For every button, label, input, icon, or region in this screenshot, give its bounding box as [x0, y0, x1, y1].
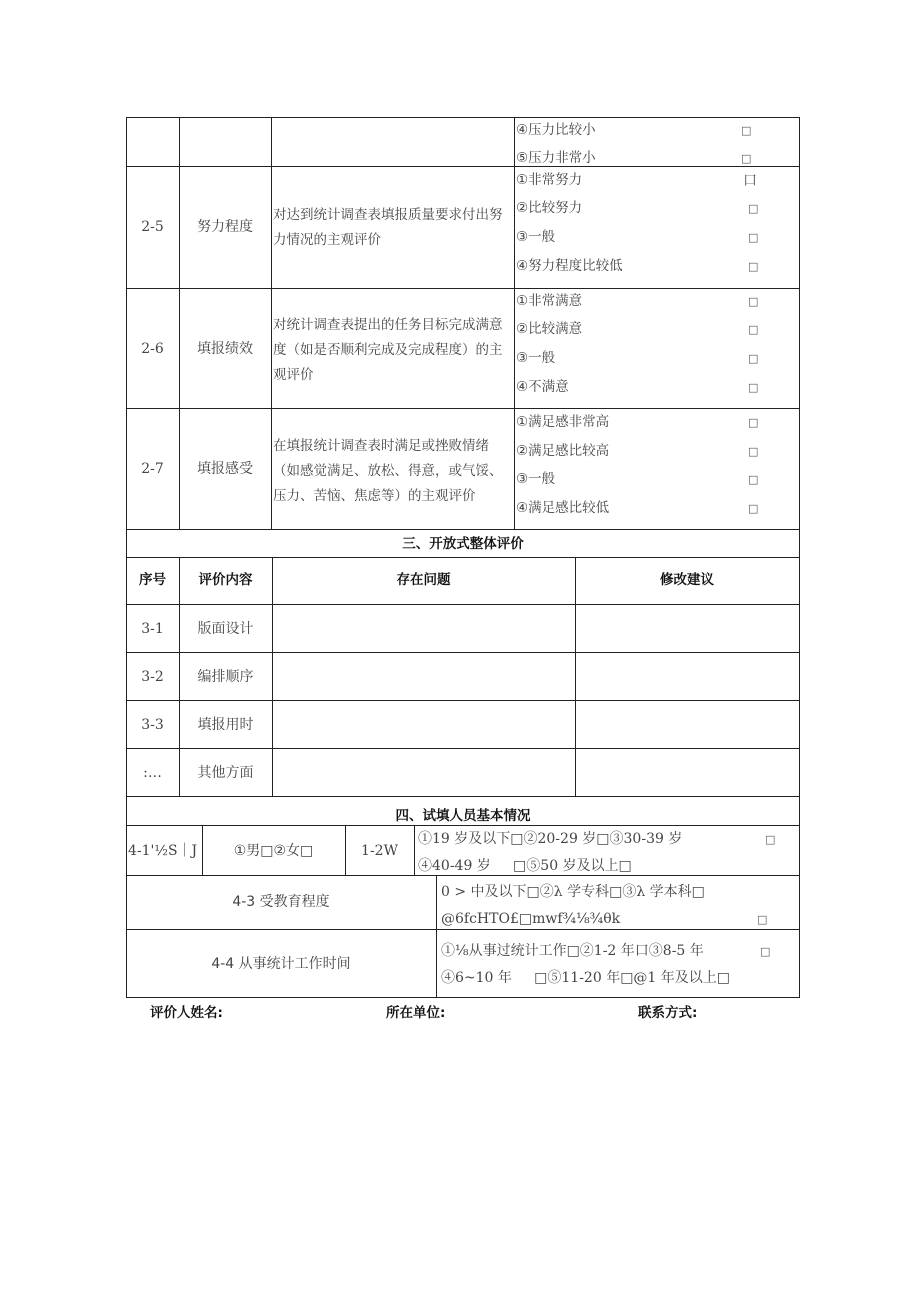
- row-number: 3-1: [141, 621, 164, 637]
- checkbox[interactable]: □: [748, 416, 759, 429]
- option-label: ⑤压力非常小: [516, 150, 596, 166]
- option-label: ①非常努力: [516, 172, 583, 188]
- row-divider: [126, 408, 800, 409]
- row-number: 3-3: [141, 717, 164, 733]
- row-item: 填报用时: [197, 717, 254, 733]
- header-suggestion: 修改建议: [660, 572, 714, 588]
- unit-label: 所在单位:: [386, 1005, 446, 1021]
- header-no: 序号: [139, 572, 166, 588]
- checkbox[interactable]: □: [748, 323, 759, 336]
- option-label: ④压力比较小: [516, 122, 596, 138]
- option-label: ④不满意: [516, 379, 569, 395]
- row-item: 努力程度: [197, 219, 253, 235]
- contact-label: 联系方式:: [638, 1005, 698, 1021]
- option-label: ④努力程度比较低: [516, 258, 623, 274]
- col-divider: [414, 825, 415, 875]
- work-time-label: 4-4 从事统计工作时间: [211, 956, 351, 972]
- suggestion-cell[interactable]: [576, 701, 799, 748]
- row-divider: [126, 929, 800, 930]
- row-description: 对达到统计调查表填报质量要求付出努力情况的主观评价: [273, 207, 503, 248]
- table-border-bottom: [126, 997, 800, 998]
- row-item: 编排顺序: [197, 669, 254, 685]
- age-options-line2[interactable]: ④40-49 岁 □⑤50 岁及以上□: [418, 858, 632, 874]
- row-number: 2-5: [141, 219, 164, 235]
- row-item: 填报感受: [197, 461, 253, 477]
- suggestion-cell[interactable]: [576, 653, 799, 700]
- col-divider: [436, 875, 437, 997]
- checkbox[interactable]: □: [748, 231, 759, 244]
- age-options-line1[interactable]: ①19 岁及以下□②20-29 岁□③30-39 岁: [418, 831, 683, 847]
- option-label: ②比较满意: [516, 321, 583, 337]
- row-item: 填报绩效: [197, 341, 253, 357]
- row-number: 2-6: [141, 341, 164, 357]
- problem-cell[interactable]: [273, 701, 575, 748]
- section-title: 四、试填人员基本情况: [395, 808, 531, 824]
- option-label: ③一般: [516, 471, 556, 487]
- option-label: ③一般: [516, 229, 556, 245]
- checkbox[interactable]: □: [741, 152, 752, 165]
- problem-cell[interactable]: [273, 653, 575, 700]
- checkbox[interactable]: □: [757, 913, 768, 926]
- col-divider: [514, 117, 515, 529]
- row-divider: [126, 288, 800, 289]
- option-label: ①非常满意: [516, 293, 583, 309]
- row-description: 对统计调查表提出的任务目标完成满意度（如是否顺利完成及完成程度）的主观评价: [273, 317, 503, 383]
- suggestion-cell[interactable]: [576, 605, 799, 652]
- age-label: 1-2W: [361, 843, 398, 859]
- checkbox[interactable]: □: [765, 833, 776, 846]
- suggestion-cell[interactable]: [576, 749, 799, 796]
- problem-cell[interactable]: [273, 749, 575, 796]
- table-border-top: [126, 117, 800, 118]
- row-divider: [126, 529, 800, 530]
- row-number: 3-2: [141, 669, 164, 685]
- checkbox[interactable]: □: [760, 945, 771, 958]
- row-item: 版面设计: [197, 621, 254, 637]
- option-label: ③一般: [516, 350, 556, 366]
- problem-cell[interactable]: [273, 605, 575, 652]
- checkbox[interactable]: 口: [743, 173, 757, 189]
- row-item: 其他方面: [197, 765, 254, 781]
- checkbox[interactable]: □: [748, 295, 759, 308]
- gender-options[interactable]: ①男□②女□: [233, 843, 314, 859]
- work-time-options-line1[interactable]: ①⅛从事过统计工作□②1-2 年口③8-5 年: [441, 943, 704, 959]
- option-label: ④满足感比较低: [516, 500, 610, 516]
- header-item: 评价内容: [198, 572, 253, 588]
- checkbox[interactable]: □: [748, 352, 759, 365]
- work-time-options-line2[interactable]: ④6~10 年 □⑤11-20 年□@1 年及以上□: [441, 970, 731, 986]
- education-options-line2[interactable]: @6fcHTO£□mwf¾⅛¾θk: [441, 911, 621, 927]
- checkbox[interactable]: □: [748, 202, 759, 215]
- row-divider: [126, 557, 800, 558]
- option-label: ②满足感比较高: [516, 443, 610, 459]
- section-title: 三、开放式整体评价: [402, 536, 524, 552]
- checkbox[interactable]: □: [748, 473, 759, 486]
- gender-label: 4-1'½S｜J: [128, 843, 198, 859]
- checkbox[interactable]: □: [748, 260, 759, 273]
- row-divider: [126, 166, 800, 167]
- row-number: 2-7: [141, 461, 164, 477]
- evaluator-name-label: 评价人姓名:: [150, 1005, 223, 1021]
- col-divider: [271, 117, 272, 529]
- row-divider: [126, 796, 800, 797]
- header-problem: 存在问题: [396, 572, 451, 588]
- checkbox[interactable]: □: [741, 124, 752, 137]
- row-description: 在填报统计调查表时满足或挫败情绪（如感觉满足、放松、得意，或气馁、压力、苦恼、焦虑等）的主观评价: [273, 438, 503, 504]
- education-label: 4-3 受教育程度: [232, 894, 330, 910]
- checkbox[interactable]: □: [748, 381, 759, 394]
- checkbox[interactable]: □: [748, 502, 759, 515]
- option-label: ②比较努力: [516, 200, 583, 216]
- row-number: :…: [143, 765, 162, 781]
- option-label: ①满足感非常高: [516, 414, 610, 430]
- checkbox[interactable]: □: [748, 445, 759, 458]
- education-options-line1[interactable]: 0 > 中及以下□②λ 学专科□③λ 学本科□: [441, 884, 705, 900]
